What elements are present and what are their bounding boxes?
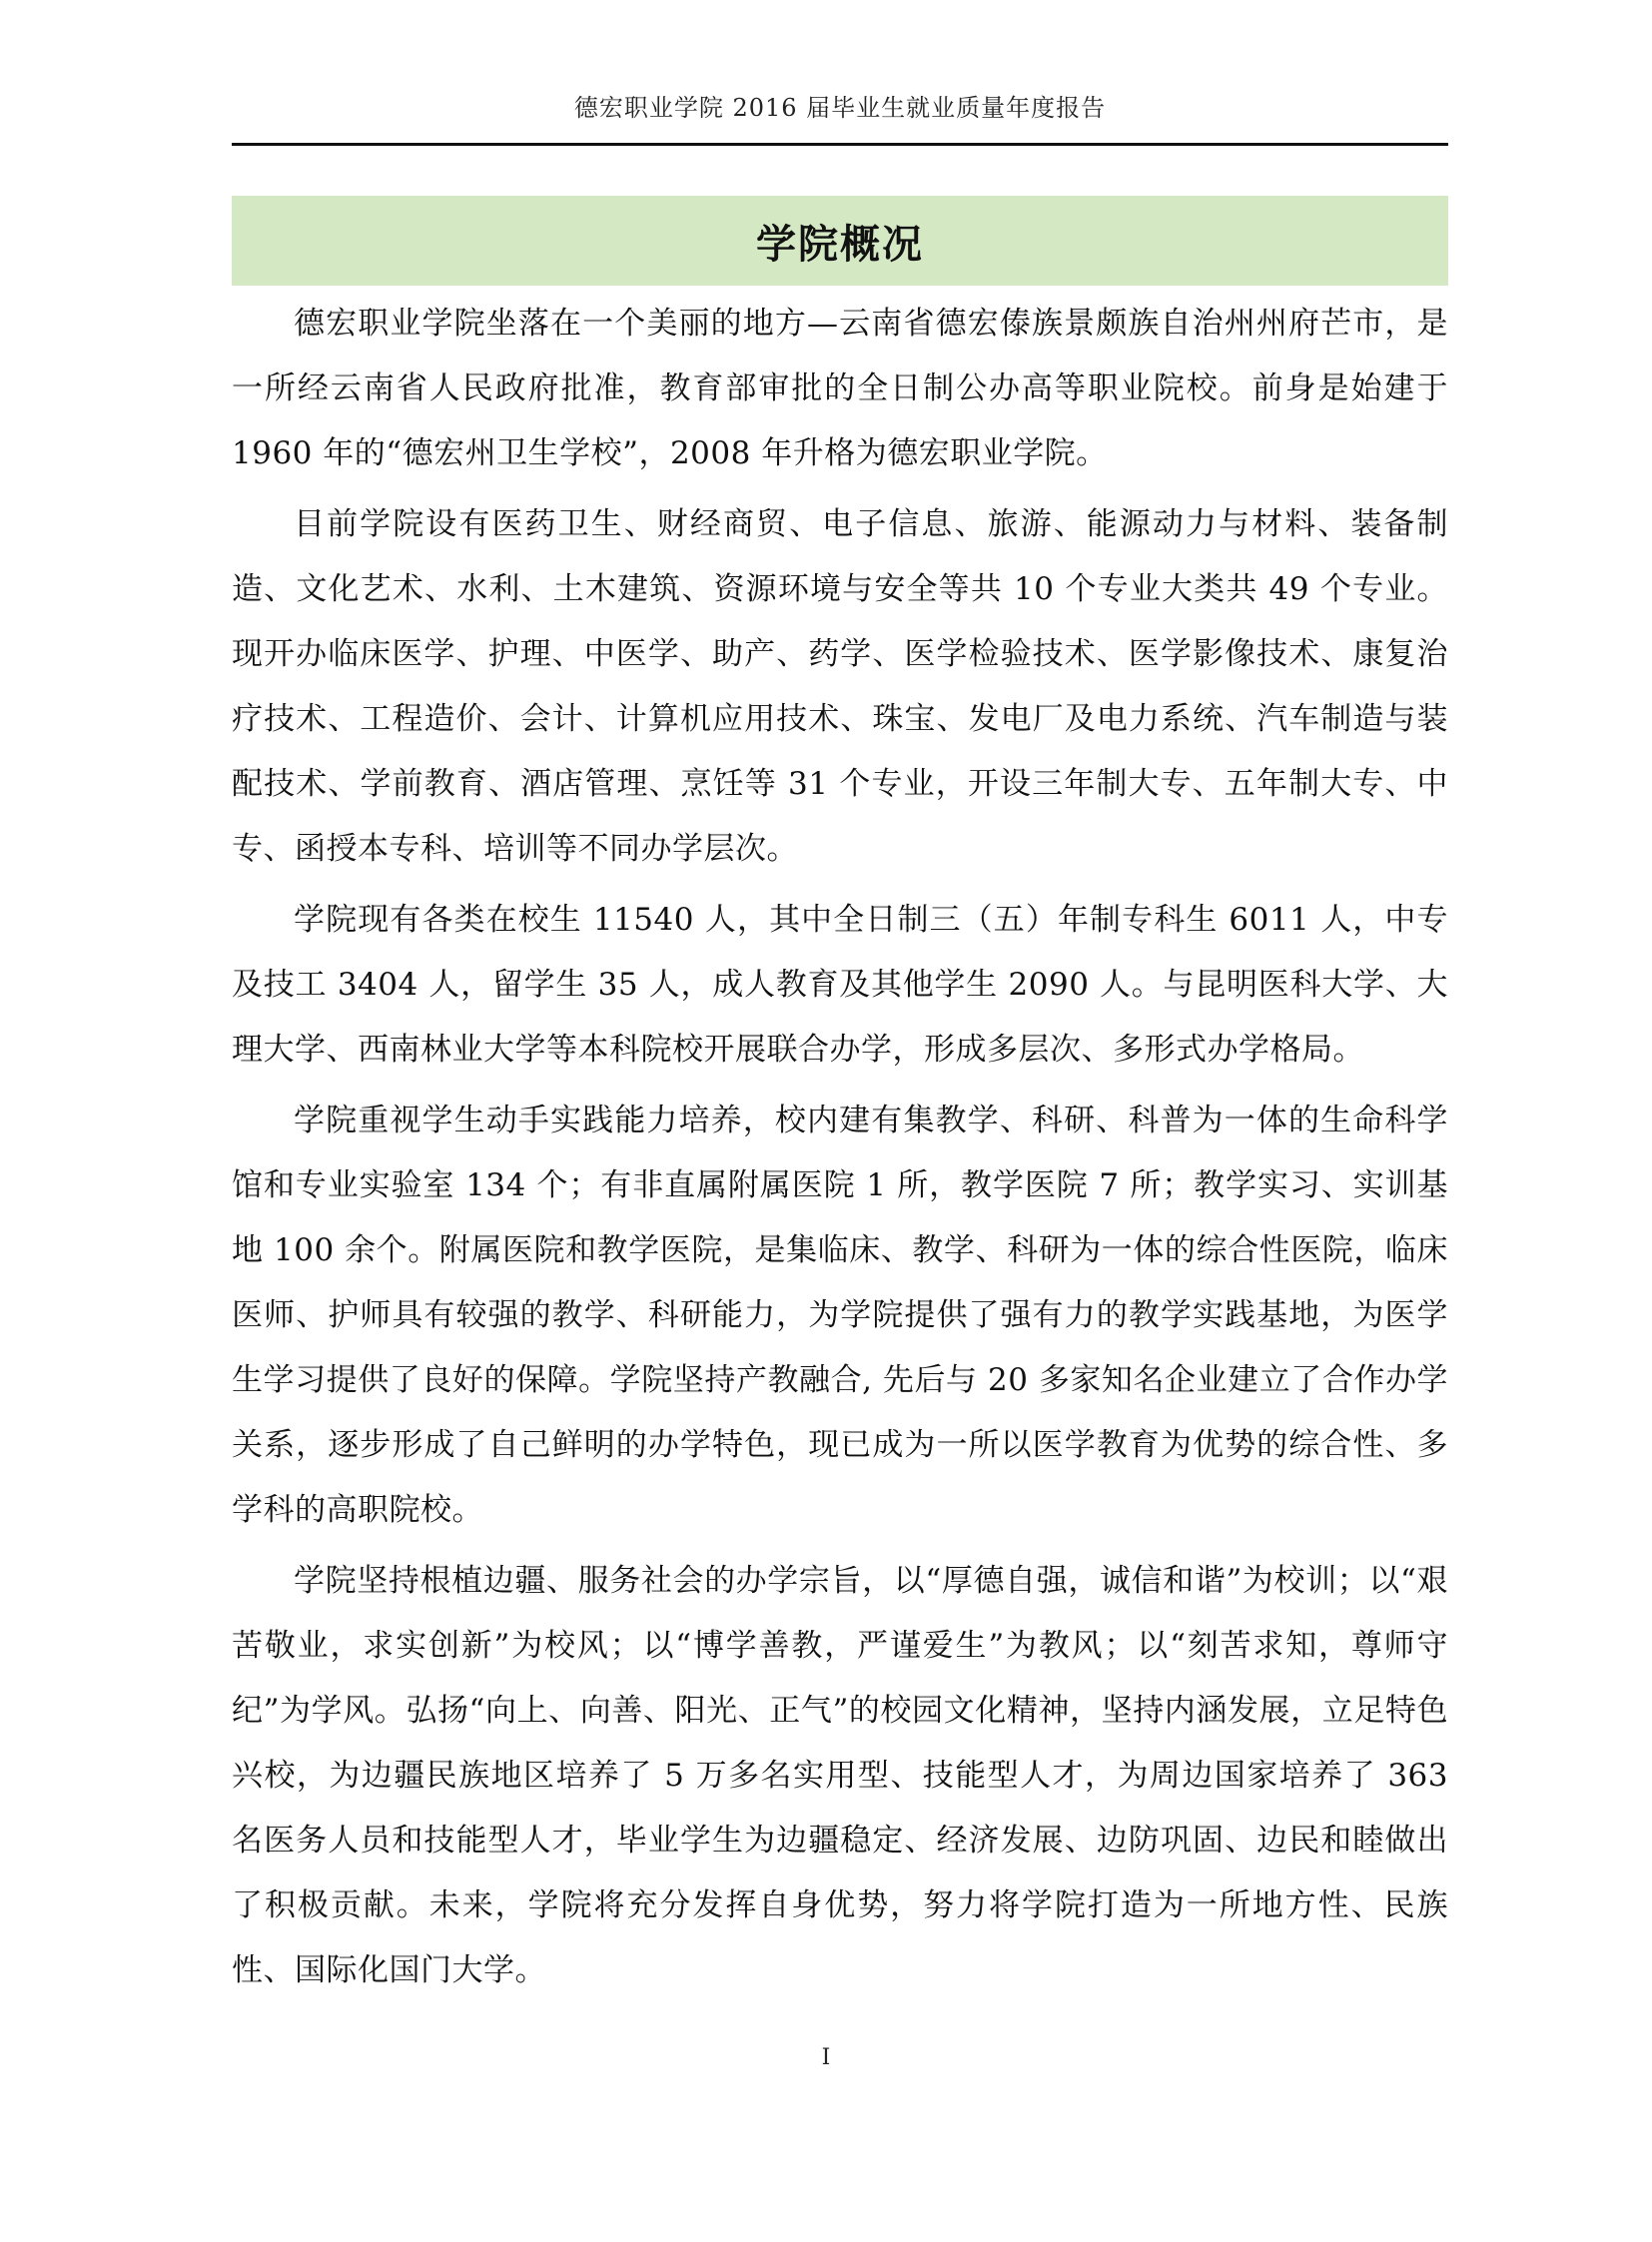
header-divider (232, 143, 1448, 146)
paragraph-intro: 德宏职业学院坐落在一个美丽的地方—云南省德宏傣族景颇族自治州州府芒市，是一所经云南省人民政府批准，教育部审批的全日制公办高等职业院校。前身是始建于 1960 年的“德宏州卫生学校”，2008 年升格为德宏职业学院。 (232, 306, 1448, 471)
paragraph-majors: 目前学院设有医药卫生、财经商贸、电子信息、旅游、能源动力与材料、装备制造、文化艺术、水利、土木建筑、资源环境与安全等共 10 个专业大类共 49 个专业。现开办临床医学、护理、中医学、助产、药学、医学检验技术、医学影像技术、康复治疗技术、工程造价、会计、计算机应用技术、珠宝、发电厂及电力系统、汽车制造与装配技术、学前教育、酒店管理、烹饪等 31 个专业，开设三年制大专、五年制大专、中专、函授本专科、培训等不同办学层次。 (232, 506, 1448, 867)
paragraph-practice: 学院重视学生动手实践能力培养，校内建有集教学、科研、科普为一体的生命科学馆和专业实验室 134 个；有非直属附属医院 1 所，教学医院 7 所；教学实习、实训基地 100 余个。附属医院和教学医院，是集临床、教学、科研为一体的综合性医院，临床医师、护师具有较强的教学、科研能力，为学院提供了强有力的教学实践基地，为医学生学习提供了良好的保障。学院坚持产教融合, 先后与 20 多家知名企业建立了合作办学关系，逐步形成了自己鲜明的办学特色，现已成为一所以医学教育为优势的综合性、多学科的高职院校。 (232, 1103, 1448, 1528)
section-title: 学院概况 (756, 221, 924, 268)
page-number: I (821, 2045, 831, 2070)
paragraph-mission: 学院坚持根植边疆、服务社会的办学宗旨，以“厚德自强，诚信和谐”为校训；以“艰苦敬业，求实创新”为校风；以“博学善教，严谨爱生”为教风；以“刻苦求知，尊师守纪”为学风。弘扬“向上、向善、阳光、正气”的校园文化精神，坚持内涵发展，立足特色兴校，为边疆民族地区培养了 5 万多名实用型、技能型人才，为周边国家培养了 363 名医务人员和技能型人才，毕业学生为边疆稳定、经济发展、边防巩固、边民和睦做出了积极贡献。未来，学院将充分发挥自身优势，努力将学院打造为一所地方性、民族性、国际化国门大学。 (232, 1563, 1448, 1988)
body-content (232, 292, 1448, 2009)
section-title-band (232, 196, 1448, 286)
paragraph-students: 学院现有各类在校生 11540 人，其中全日制三（五）年制专科生 6011 人，中专及技工 3404 人，留学生 35 人，成人教育及其他学生 2090 人。与昆明医科大学、大理大学、西南林业大学等本科院校开展联合办学，形成多层次、多形式办学格局。 (232, 902, 1448, 1068)
running-header: 德宏职业学院 2016 届毕业生就业质量年度报告 (573, 94, 1107, 122)
